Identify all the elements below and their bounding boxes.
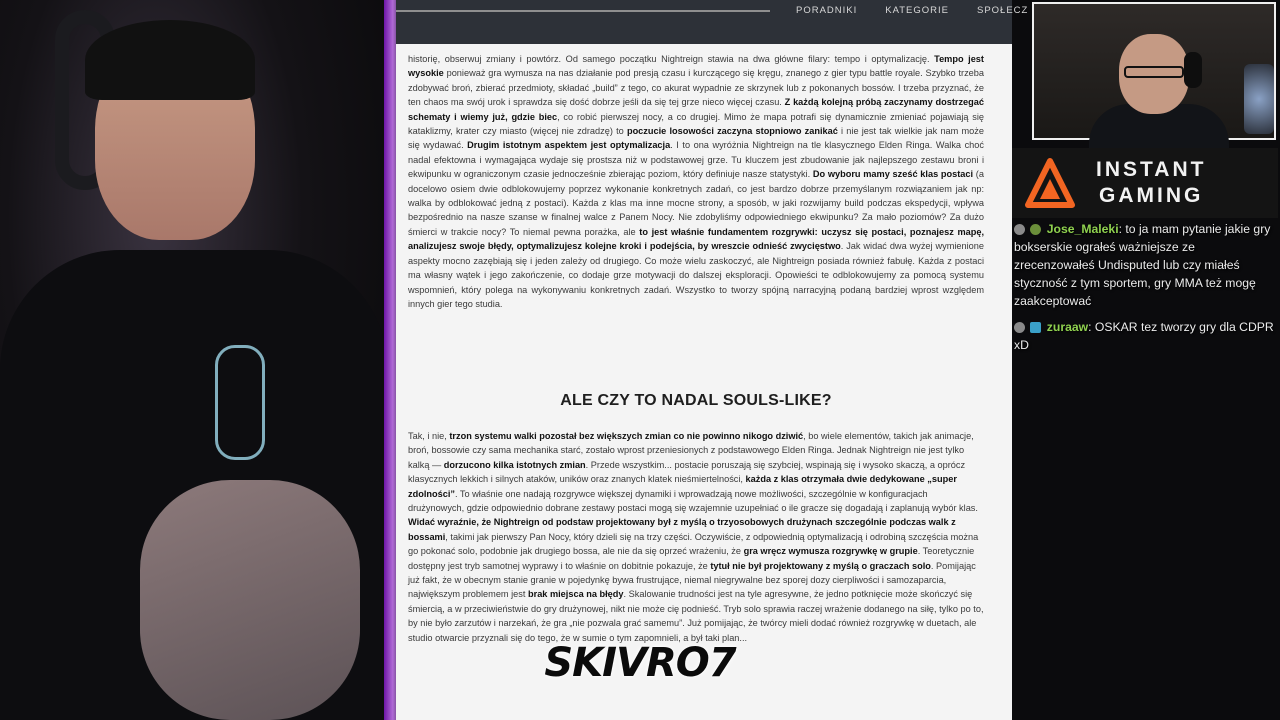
text-run: . Pomijając już fakt, że w obecnym stanie granie w pojedynkę bywa frustrujące, niemal niegrywalne bez sporej dozy cierpliwości i samozaparcia, największym problemem jest [408, 560, 976, 600]
cap [85, 20, 255, 100]
chat-message: zuraaw: OSKAR tez tworzy gry dla CDPR xD [1014, 320, 1274, 352]
text-run: . Teoretycznie dostępny jest tryb samotnej wyprawy i to właśnie on dobitnie pokazuje, że [408, 546, 975, 571]
skull-badge-icon [1014, 224, 1025, 235]
headset-icon [1184, 52, 1202, 88]
text-run: . Jak widać dwa wyżej wymienione aspekty mocno zazębiają się i jeden zależy od drugiego. Co może wielu zaskoczyć, ale Nightreign posiada również fabułę. Każda z postaci ma własny wątek i jego zakończenie, co dodaje grze motywacji do dalszej eksploracji. Opowieści te odblokowujemy za pomocą systemu wspomnień, który polega na wykonywaniu konkretnych zadań. Wszystko to tworzy spójną narracyjną podaną bardziej wprost względem innych gier tego studia. [408, 241, 984, 309]
bold-text-run: dorzucono kilka istotnych zmian [443, 459, 586, 470]
text-run: Tak, i nie, [408, 431, 450, 441]
bold-text-run: trzon systemu walki pozostał bez większych zmian co nie powinno nikogo dziwić [449, 431, 804, 441]
skull-badge-icon [1014, 322, 1025, 333]
bold-text-run: Drugim istotnym aspektem jest optymalizacja [467, 140, 671, 151]
chat-message: Jose_Maleki: to ja mam pytanie jakie gry bokserskie ograłeś ważniejsze ze zrecenzowałeś Undisputed lub czy miałeś styczność z tym sportem, gry MMA też mogę zaakceptować [1014, 222, 1271, 308]
chat-text: OSKAR tez tworzy gry dla CDPR xD [1014, 320, 1274, 352]
sponsor-name [1096, 157, 1206, 209]
bold-text-run: Widać wyraźnie, że Nightreign od podstaw projektowany był z myślą o trzyosobowych drużynach szczególnie podczas walk z bossami [408, 517, 956, 542]
text-run: i nie jest tak wielkie jak nam może się wydawać. [408, 126, 984, 151]
bold-text-run: Tempo jest wysokie [408, 54, 984, 79]
sponsor-line-1: INSTANT [1096, 158, 1207, 181]
text-run: historię, obserwuj zmiany i powtórz. Od samego początku Nightreign stawia na dwa główne filary: tempo i optymalizację. [408, 54, 935, 64]
site-navigation [396, 0, 1029, 44]
bold-text-run: to jest właśnie fundamentem rozgrywki: uczysz się postaci, poznajesz mapę, analizujesz swoje błędy, optymalizujesz kolejne kroki i podejścia, by wreszcie odnieść zwycięstwo [408, 226, 984, 252]
nav-item-kategorie[interactable]: KATEGORIE [885, 4, 949, 16]
bold-text-run: każda z klas otrzymała dwie dedykowane „super zdolności” [408, 474, 957, 499]
text-run: ponieważ gra wymusza na nas działanie pod presją czasu i kurczącego się kręgu, znanego z gier typu battle royale. Szybko trzeba zdobywać broń, zbierać przedmioty, składać „build” z tego, co akurat wypadnie ze skrzynek lub z pokonanych bossów. I trzeba przyznać, że ten chaos ma swój urok i sprawdza się dość dobrze jeśli da się tej grze nieco więcej czasu. [408, 68, 984, 108]
bold-text-run: tytuł nie był projektowany z myślą o graczach solo [710, 560, 931, 571]
text-run: , bo wiele elementów, takich jak animacje, broń, bossowie czy sama mechanika starć, zostało wprost przeniesionych z podstawowego Elden Ringa. Jednak Nightreign nie jest tylko kalką — [408, 431, 974, 470]
instant-gaming-logo-icon [1022, 155, 1078, 211]
text-run: . Skalowanie trudności jest na tyle agresywne, że jedno potknięcie może skończyć się śmiercią, a w przeciwieństwie do gry drużynowej, nikt nie może cię podnieść. Tryb solo sprawia raczej wrażenie dodanego na siłę, tylko po to, by nie było zarzutów i narzekań, że gra „nie pozwala grać samemu”. Już pomijając, że twórcy mieli dodać również rozgrywkę w duetach, ale studio otwarcie przyznali się do tego, że w sumie o tym zapomnieli, a był taki plan... [408, 589, 984, 643]
tattooed-arm [140, 480, 360, 720]
text-run: . Przede wszystkim... postacie poruszają się szybciej, wspinają się i wysoko skaczą, a oprócz klasycznych lekkich i silnych ataków, uników oraz znanych klatek nieśmiertelności, [408, 459, 966, 485]
bold-text-run: poczucie losowości zaczyna stopniowo zanikać [626, 126, 838, 137]
chat-overlay [1012, 220, 1280, 720]
article-paragraph [408, 429, 984, 645]
text-run: . I to ona wyróżnia Nightreign na tle klasycznego Elden Ringa. Walka choć nadal efektowna i wymagająca wydaje się prostsza niż w podstawowej grze. Tu kluczem jest zbudowanie jak najlepszego zestawu broni i ekwipunku w ograniczonym czasie jednocześnie zbierając poziom, który definiuje nasze statystyki. [408, 140, 984, 180]
article-browser-view [396, 0, 1029, 720]
bold-text-run: Do wyboru mamy sześć klas postaci [812, 169, 974, 180]
background-lamp [1244, 64, 1274, 134]
bold-text-run: brak miejsca na błędy [528, 589, 624, 600]
sword-badge-icon [1030, 224, 1041, 235]
text-run: (a docelowo osiem dwie odblokowujemy poprzez wykonanie konkretnych zadań, co jest bardzo dobrze przemyślanym rozwiązaniem jak np: walka by odblokować jedną z postaci). Każda z klas ma inne mocne strony, a sposób, w jaki rozwijamy build podczas ekspedycji, wpływa bezpośrednio na nasze szanse w finalnej walce z Panem Nocy. Nie zdobyliśmy odpowiedniego ekwipunku? Za mało poziomów? Za dużo śmierci w trakcie nocy? To niemal pewna porażka, ale [408, 169, 984, 237]
guest-webcam [1032, 2, 1276, 140]
sponsor-banner [1012, 148, 1278, 218]
chat-username: zuraaw [1046, 320, 1089, 334]
shirt-print [215, 345, 265, 460]
nav-divider [396, 10, 770, 12]
chat-text: to ja mam pytanie jakie gry bokserskie ograłeś ważniejsze ze zrecenzowałeś Undisputed lub czy miałeś styczność z tym sportem, gry MMA też mogę zaakceptować [1014, 222, 1271, 308]
text-run: , co robić pierwszej nocy, a co drugiej. Mimo że mapa potrafi się dynamicznie zmieniać pojawiają się kataklizmy, krater czy miasto (więcej nie zdradzę) to [408, 111, 984, 137]
text-run: , takimi jak pierwszy Pan Nocy, który dzieli się na trzy części. Oczywiście, z odpowiednią optymalizacją i odrobiną szczęścia można go pokonać solo, podobnie jak drugiego bossa, ale nie da się oprzeć wrażeniu, że [408, 531, 979, 557]
screen-badge-icon [1030, 322, 1041, 333]
article-paragraph [408, 52, 984, 311]
chat-username: Jose_Maleki [1046, 222, 1119, 236]
bold-text-run: Z każdą kolejną próbą zaczynamy dostrzegać schematy i wiemy już, gdzie biec [408, 97, 984, 122]
sponsor-line-2: GAMING [1099, 184, 1204, 207]
text-run: . To właśnie one nadają rozgrywce większej dynamiki i wprowadzają nowe możliwości, szczególnie w konfiguracjach drużynowych, gdzie odpowiednio dobrane zestawy postaci mogą się wzajemnie uzupełniać o ile gracze się dogadają i zaplanują wybór klas. [408, 488, 978, 514]
glasses [1124, 66, 1184, 78]
nav-item-poradniki[interactable]: PORADNIKI [796, 4, 858, 16]
section-heading: ALE CZY TO NADAL SOULS-LIKE? [560, 392, 832, 409]
bold-text-run: gra wręcz wymusza rozgrywkę w grupie [743, 546, 918, 557]
nav-item-spolecznosc[interactable]: SPOŁECZ [977, 4, 1029, 16]
streamer-webcam [0, 0, 388, 720]
stream-logo: SKIVRO7 [544, 640, 736, 686]
